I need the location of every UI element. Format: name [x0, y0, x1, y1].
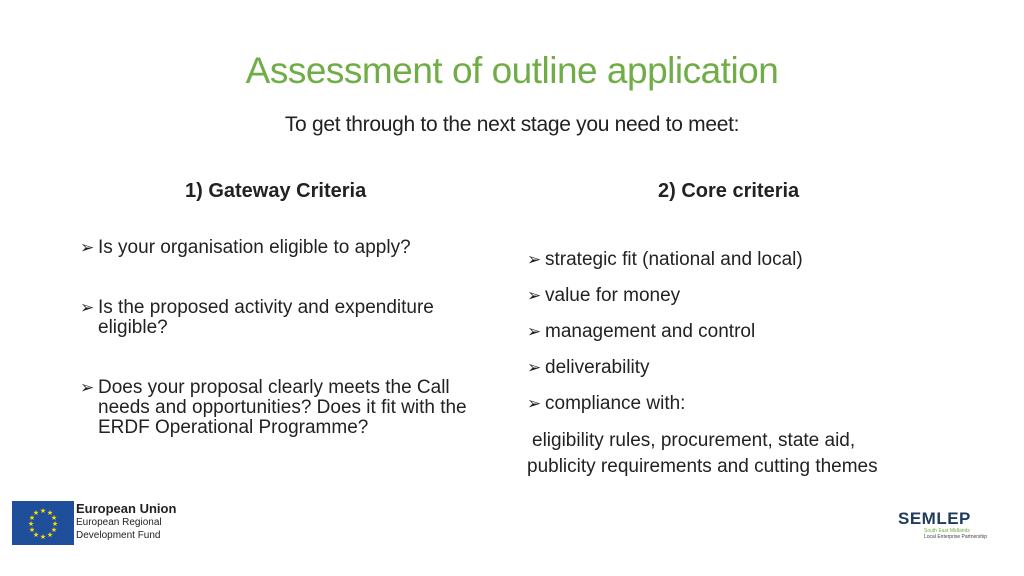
eu-logo-line2: European Regional [76, 517, 162, 528]
list-item-text: Does your proposal clearly meets the Call needs and opportunities? Does it fit with the ERDF Operational Programme? [98, 377, 467, 438]
compliance-details [527, 428, 967, 480]
eu-logo-line1: European Union [76, 501, 177, 516]
compliance-line-1: eligibility rules, procurement, state aid, [532, 430, 856, 451]
list-item [527, 320, 1007, 344]
list-item [527, 248, 1007, 272]
list-item [527, 392, 1007, 416]
svg-text:★: ★ [32, 509, 40, 517]
list-item [80, 238, 500, 258]
gateway-criteria-list [80, 238, 500, 478]
list-item-text: Is your organisation eligible to apply? [98, 237, 411, 258]
eu-flag-icon [12, 501, 74, 545]
arrow-bullet-icon: ➢ [527, 286, 542, 305]
arrow-bullet-icon: ➢ [527, 394, 542, 413]
semlep-logo-tagline-2: Local Enterprise Partnership [924, 534, 988, 540]
semlep-logo [898, 510, 998, 550]
arrow-bullet-icon: ➢ [80, 298, 95, 317]
arrow-bullet-icon: ➢ [527, 250, 542, 269]
list-item-text: compliance with: [545, 393, 686, 414]
eu-logo-line3: Development Fund [76, 530, 161, 541]
compliance-line-2: publicity requirements and cutting themes [527, 456, 878, 477]
arrow-bullet-icon: ➢ [80, 238, 95, 257]
list-item-text: deliverability [545, 357, 650, 378]
list-item-text: management and control [545, 321, 756, 342]
svg-text:★: ★ [50, 514, 58, 522]
list-item [80, 298, 500, 338]
eu-stars-icon [12, 501, 74, 545]
page-title: Assessment of outline application [245, 50, 779, 91]
svg-text:★: ★ [39, 533, 47, 541]
list-item [80, 378, 500, 438]
list-item-text: Is the proposed activity and expenditure eligible? [98, 297, 434, 338]
arrow-bullet-icon: ➢ [80, 378, 95, 397]
arrow-bullet-icon: ➢ [527, 322, 542, 341]
list-item-text: value for money [545, 285, 681, 306]
svg-text:★: ★ [32, 531, 40, 539]
svg-text:★: ★ [28, 514, 36, 522]
eu-logo [12, 501, 202, 547]
svg-text:★: ★ [27, 520, 35, 528]
svg-text:★: ★ [50, 526, 58, 534]
core-criteria-heading: 2) Core criteria [658, 180, 800, 202]
svg-text:★: ★ [39, 507, 47, 515]
semlep-logo-tagline-1: South East Midlands [924, 528, 970, 534]
page-subtitle: To get through to the next stage you need to meet: [284, 113, 740, 136]
list-item [527, 284, 1007, 308]
svg-text:★: ★ [28, 526, 36, 534]
core-criteria-list [527, 248, 1007, 428]
arrow-bullet-icon: ➢ [527, 358, 542, 377]
list-item [527, 356, 1007, 380]
list-item-text: strategic fit (national and local) [545, 249, 803, 270]
semlep-logo-name: SEMLEP [898, 509, 971, 528]
gateway-criteria-heading: 1) Gateway Criteria [185, 180, 367, 202]
svg-text:★: ★ [51, 520, 59, 528]
svg-text:★: ★ [46, 509, 54, 517]
svg-text:★: ★ [46, 531, 54, 539]
eu-logo-text [76, 501, 176, 542]
